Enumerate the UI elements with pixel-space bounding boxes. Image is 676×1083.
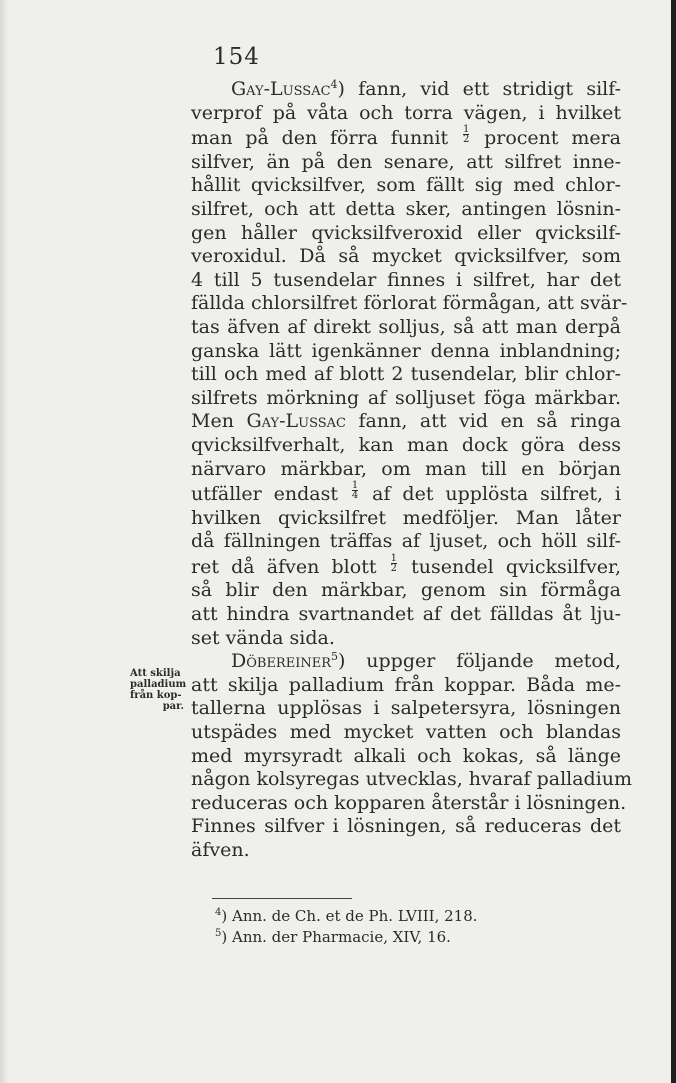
text-line: qvicksilfverhalt, kan man dock göra dess	[191, 433, 621, 456]
footnote: $^5$) Ann. der Pharmacie, XIV, 16.	[215, 928, 451, 946]
author-name: Gay-Lussac	[246, 410, 346, 433]
margin-note-line: par.	[162, 701, 184, 712]
fraction: $\frac{1}{2}$	[390, 552, 397, 574]
text-line: utspädes med mycket vatten och blandas	[191, 721, 621, 744]
text-line: veroxidul. Då så mycket qvicksilfver, som	[191, 245, 621, 268]
page-gutter-shadow	[0, 0, 8, 1083]
text-line: tallerna upplösas i salpetersyra, lösningen	[191, 697, 621, 720]
text-line: Men Gay-Lussac fann, att vid en så ringa	[191, 410, 621, 433]
footnote-mark: 4	[215, 907, 222, 918]
fraction: $\frac{1}{4}$	[351, 480, 359, 502]
text-line: äfven.	[191, 839, 250, 861]
margin-note	[130, 668, 188, 712]
footnote-ref: 5	[331, 650, 338, 664]
text-line: tas äfven af direkt solljus, så att man derpå	[191, 315, 621, 338]
fraction: $\frac{1}{2}$	[462, 124, 470, 146]
footnotes	[215, 906, 478, 948]
text-line: ganska lätt igenkänner denna inblandning;	[191, 339, 621, 362]
text-line: reduceras och kopparen återstår i lösningen.	[191, 791, 627, 814]
text-line: set vända sida.	[191, 626, 335, 649]
text-line: någon kolsyregas utvecklas, hvaraf palladium	[191, 768, 633, 791]
text-line: till och med af blott 2 tusendelar, blir chlor-	[191, 363, 621, 386]
text-line: Döbereiner$^5$) uppger följande metod,	[231, 650, 621, 673]
text-line: hållit qvicksilfver, som fällt sig med chlor-	[191, 174, 621, 197]
text-line: utfäller endast $\frac{1}{4}$ af det upplösta silfret, i	[191, 480, 622, 506]
margin-note-line: palladium	[130, 679, 187, 690]
body-text	[191, 78, 633, 863]
margin-note-line: Att skilja	[130, 668, 181, 679]
text-line: silfver, än på den senare, att silfret inne-	[191, 150, 621, 173]
footnote-mark: 5	[215, 928, 222, 939]
text-line: att skilja palladium från koppar. Båda me-	[191, 673, 621, 696]
text-line: silfrets mörkning af solljuset föga märkbar.	[191, 386, 621, 409]
footnote: $^4$) Ann. de Ch. et de Ph. LVIII, 218.	[215, 907, 478, 925]
text-line: med myrsyradt alkali och kokas, så länge	[191, 744, 621, 767]
text-line: silfret, och att detta sker, antingen lösnin-	[191, 197, 621, 220]
text-line: närvaro märkbar, om man till en början	[191, 457, 621, 480]
author-name: Gay-Lussac	[231, 78, 331, 100]
text-line: verprof på våta och torra vägen, i hvilket	[191, 101, 621, 124]
footnote-ref: 4	[330, 78, 338, 91]
text-line: då fällningen träffas af ljuset, och höll silf-	[191, 530, 621, 553]
text-line: gen håller qvicksilfveroxid eller qvicksilf-	[191, 221, 621, 244]
margin-note-line: från kop-	[130, 690, 182, 701]
page-edge	[671, 0, 676, 1083]
text-line: 4 till 5 tusendelar finnes i silfret, har det	[191, 268, 621, 291]
text-line: att hindra svartnandet af det fälldas åt lju-	[191, 603, 621, 626]
page-number: 154	[213, 44, 260, 70]
text-line: ret då äfven blott $\frac{1}{2}$ tusendel qvicksilfver,	[191, 552, 621, 578]
author-name: Döbereiner	[231, 650, 331, 673]
text-line: man på den förra funnit $\frac{1}{2}$ procent mera	[191, 124, 621, 150]
text-line: fällda chlorsilfret förlorat förmågan, att svär-	[191, 292, 628, 315]
footnote-divider	[212, 898, 352, 899]
text-line: så blir den märkbar, genom sin förmåga	[191, 579, 621, 602]
text-line: Finnes silfver i lösningen, så reduceras det	[191, 815, 621, 838]
text-line: Gay-Lussac$^4$) fann, vid ett stridigt silf-	[231, 78, 621, 100]
text-line: hvilken qvicksilfret medföljer. Man låter	[191, 506, 621, 529]
